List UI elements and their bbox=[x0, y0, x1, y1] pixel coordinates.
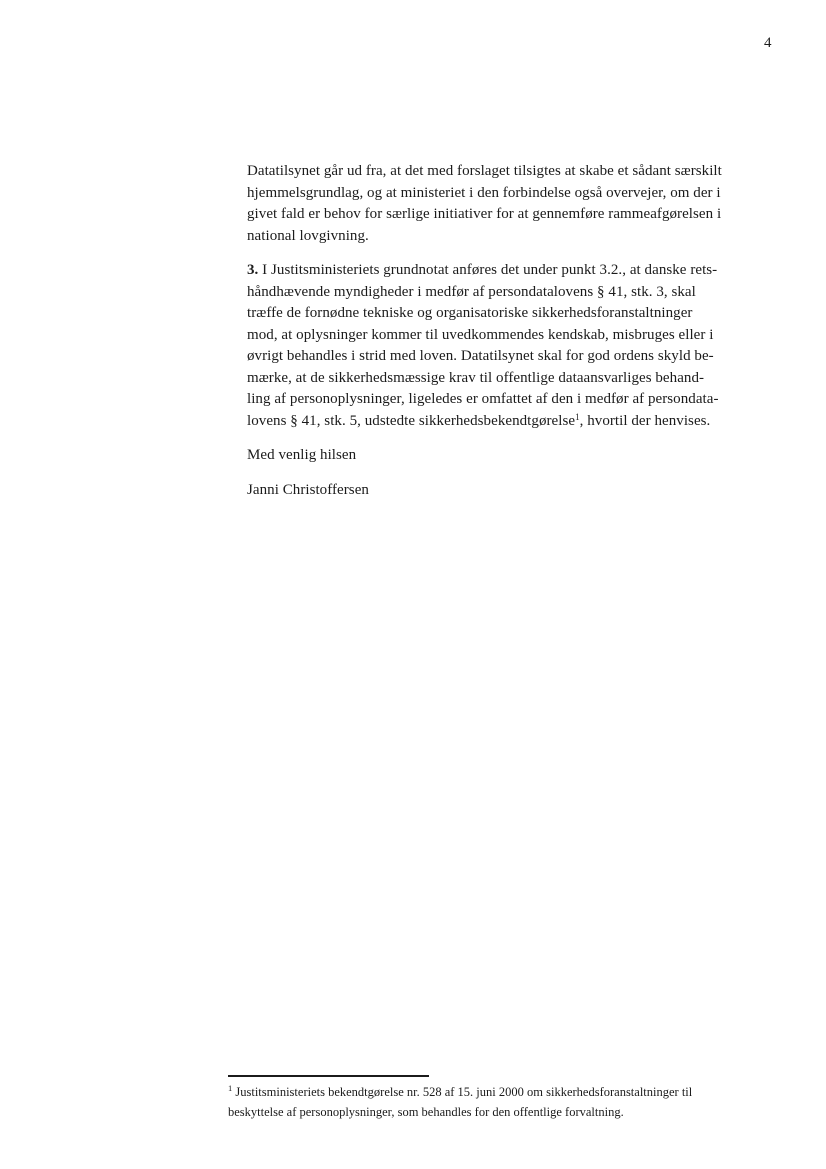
body-line bbox=[247, 411, 795, 433]
footnote-line: beskyttelse af personoplysninger, som behandles for den offentlige forvaltning. bbox=[228, 1104, 624, 1119]
body-line-text: I Justitsministeriets grundnotat anføres det under punkt 3.2., at danske rets- bbox=[258, 262, 718, 278]
paragraph-2 bbox=[247, 260, 795, 432]
footnote-marker: 1 bbox=[228, 1083, 233, 1094]
footnote-divider bbox=[228, 1075, 429, 1077]
signature-name: Janni Christoffersen bbox=[247, 481, 369, 498]
page-number: 4 bbox=[764, 35, 772, 51]
letter-body bbox=[247, 161, 795, 501]
body-line bbox=[247, 260, 795, 282]
body-line-text: , hvortil der henvises. bbox=[579, 412, 711, 429]
body-line: givet fald er behov for særlige initiativer for at gennemføre rammeafgørelsen i bbox=[247, 206, 722, 222]
footnote-reference: 1 bbox=[575, 411, 580, 422]
footnote-line bbox=[228, 1083, 776, 1103]
body-line: træffe de fornødne tekniske og organisatoriske sikkerhedsforanstaltninger bbox=[247, 305, 693, 321]
body-line: mod, at oplysninger kommer til uvedkommendes kendskab, misbruges eller i bbox=[247, 326, 714, 343]
body-line: ling af personoplysninger, ligeledes er omfattet af den i medfør af persondata- bbox=[247, 391, 719, 407]
body-line: mærke, at de sikkerhedsmæssige krav til offentlige dataansvarliges behand- bbox=[247, 369, 705, 386]
body-line: Datatilsynet går ud fra, at det med forslaget tilsigtes at skabe et sådant særskilt bbox=[247, 163, 722, 179]
body-line-text: lovens § 41, stk. 5, udstedte sikkerhedsbekendtgørelse bbox=[247, 412, 576, 429]
closing-salutation: Med venlig hilsen bbox=[247, 447, 357, 463]
footnote bbox=[228, 1075, 776, 1122]
body-line: hjemmelsgrundlag, og at ministeriet i den forbindelse også overvejer, om der i bbox=[247, 184, 721, 201]
body-line: håndhævende myndigheder i medfør af persondatalovens § 41, stk. 3, skal bbox=[247, 283, 696, 300]
paragraph-1 bbox=[247, 161, 795, 247]
body-line: national lovgivning. bbox=[247, 227, 369, 244]
footnote-line-text: Justitsministeriets bekendtgørelse nr. 528 af 15. juni 2000 om sikkerhedsforanstaltninger til bbox=[232, 1085, 693, 1099]
paragraph-number: 3. bbox=[247, 262, 259, 278]
body-line: øvrigt behandles i strid med loven. Datatilsynet skal for god ordens skyld be- bbox=[247, 348, 714, 364]
